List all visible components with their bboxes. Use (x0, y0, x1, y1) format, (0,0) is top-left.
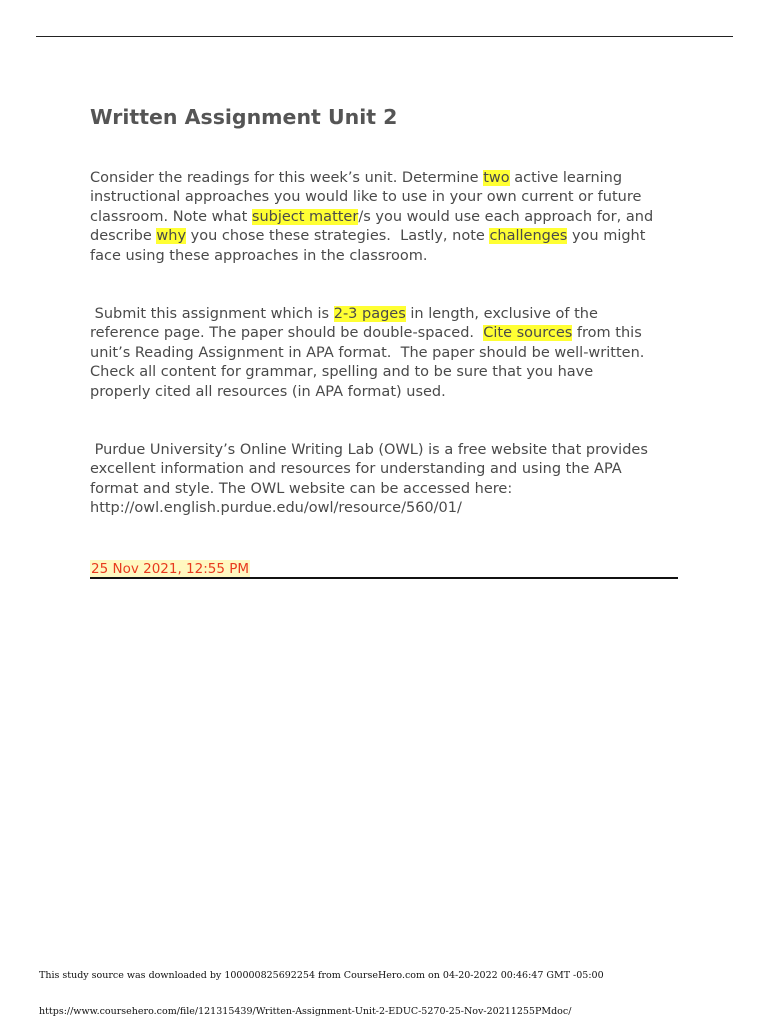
submission-requirements-paragraph (90, 305, 680, 402)
paragraph-text: in length, exclusive of the reference page. The paper should be double-spaced. (90, 306, 598, 342)
paragraph-text: you chose these strategies. Lastly, note (186, 228, 490, 245)
owl-resource-paragraph: Purdue University’s Online Writing Lab (OWL) is a free website that provides excellent information and resources for understanding and using the APA format and style. The OWL website can be accessed here: http://owl.english.purdue.edu/owl/resource/560/01/ (90, 442, 648, 517)
page-title: Written Assignment Unit 2 (90, 105, 398, 129)
highlight-challenges: challenges (489, 228, 568, 245)
paragraph-text: active learning instructional approaches you would like to use in your own current or future classroom. Note what (90, 170, 642, 225)
highlight-cite-sources: Cite sources (483, 325, 573, 342)
highlight-subject-matter: subject matter (251, 208, 359, 225)
source-url: https://www.coursehero.com/file/121315439/Written-Assignment-Unit-2-EDUC-5270-25-Nov-20211255PMdoc/ (39, 1006, 572, 1017)
timestamp: 25 Nov 2021, 12:55 PM (91, 560, 250, 577)
paragraph-text: from this unit’s Reading Assignment in APA format. The paper should be well-written. Check all content for grammar, spelling and to be sure that you have properly cited all resources (in APA format) used. (90, 325, 645, 400)
paragraph-text: you might face using these approaches in the classroom. (90, 228, 646, 264)
highlight-page-count: 2-3 pages (333, 306, 406, 323)
paragraph-text: /s you would use each approach for, and describe (90, 208, 654, 245)
timestamp-row (90, 558, 678, 579)
paragraph-text: Submit this assignment which is (90, 306, 334, 323)
assignment-instructions-paragraph (90, 169, 680, 266)
highlight-why: why (156, 228, 187, 245)
top-divider (36, 36, 733, 37)
paragraph-text: Consider the readings for this week’s unit. Determine (90, 170, 484, 186)
download-notice: This study source was downloaded by 100000825692254 from CourseHero.com on 04-20-2022 00:46:47 GMT -05:00 (39, 970, 604, 981)
document-body (90, 103, 680, 579)
timestamp-underline (90, 577, 678, 579)
highlight-two: two (483, 170, 510, 186)
